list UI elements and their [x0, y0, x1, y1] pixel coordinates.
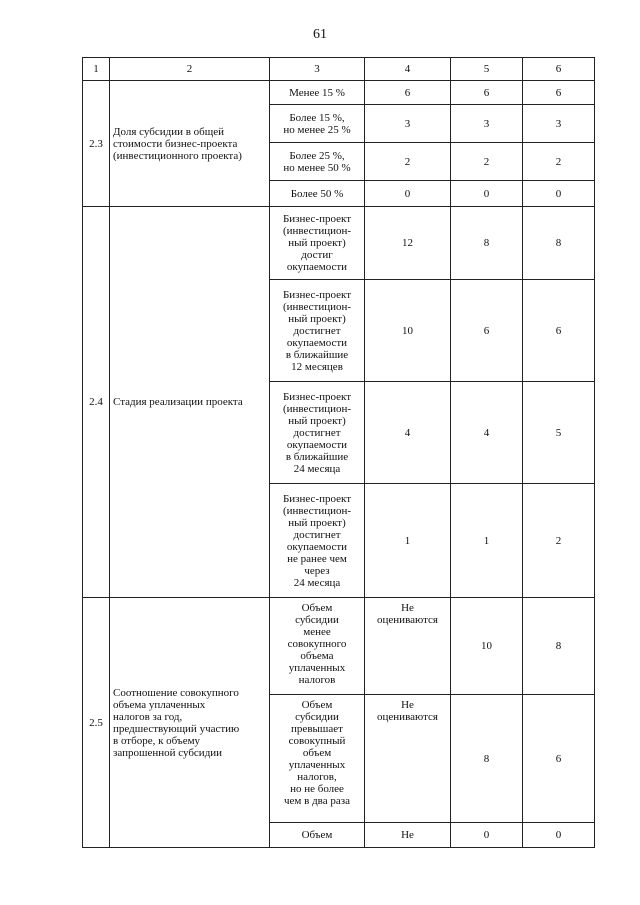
header-cell-1: 1 — [83, 58, 110, 81]
score-col5: 4 — [451, 382, 523, 484]
score-col4: 6 — [365, 81, 451, 105]
score-col6: 6 — [523, 280, 595, 382]
criterion-text: Доля субсидии в общей стоимости бизнес-проекта (инвестиционного проекта) — [110, 81, 270, 207]
row-number: 2.4 — [83, 207, 110, 598]
score-col4: Не оцениваются — [365, 695, 451, 823]
row-number: 2.3 — [83, 81, 110, 207]
criteria-table — [82, 57, 595, 848]
score-col5: 3 — [451, 105, 523, 143]
score-col4: 10 — [365, 280, 451, 382]
page-number: 61 — [313, 27, 327, 42]
score-col5: 8 — [451, 695, 523, 823]
score-col6: 8 — [523, 598, 595, 695]
score-col4: 2 — [365, 143, 451, 181]
option-text: Бизнес-проект (инвестицион- ный проект) достигнет окупаемости в ближайшие 24 месяца — [270, 382, 365, 484]
criterion-text: Соотношение совокупного объема уплаченных налогов за год, предшествующий участию в отборе, к объему запрошенной субсидии — [110, 598, 270, 848]
option-text: Более 25 %, но менее 50 % — [270, 143, 365, 181]
score-col6: 3 — [523, 105, 595, 143]
option-text: Бизнес-проект (инвестицион- ный проект) достигнет окупаемости в ближайшие 12 месяцев — [270, 280, 365, 382]
score-col5: 6 — [451, 81, 523, 105]
option-text: Объем субсидии превышает совокупный объем уплаченных налогов, но не более чем в два раза — [270, 695, 365, 823]
score-col4: Не — [365, 823, 451, 848]
header-cell-6: 6 — [523, 58, 595, 81]
score-col6: 0 — [523, 181, 595, 207]
score-col5: 1 — [451, 484, 523, 598]
score-col4: 12 — [365, 207, 451, 280]
header-cell-2: 2 — [110, 58, 270, 81]
score-col4: 1 — [365, 484, 451, 598]
table-row — [83, 81, 595, 105]
score-col4: 3 — [365, 105, 451, 143]
score-col6: 2 — [523, 143, 595, 181]
row-number: 2.5 — [83, 598, 110, 848]
score-col5: 0 — [451, 823, 523, 848]
option-text: Менее 15 % — [270, 81, 365, 105]
table-row — [83, 207, 595, 280]
header-cell-3: 3 — [270, 58, 365, 81]
score-col5: 0 — [451, 181, 523, 207]
option-text: Более 15 %, но менее 25 % — [270, 105, 365, 143]
option-text: Объем субсидии менее совокупного объема уплаченных налогов — [270, 598, 365, 695]
criterion-text: Стадия реализации проекта — [110, 207, 270, 598]
score-col4: 0 — [365, 181, 451, 207]
header-cell-4: 4 — [365, 58, 451, 81]
header-row — [83, 58, 595, 81]
score-col6: 0 — [523, 823, 595, 848]
score-col4: 4 — [365, 382, 451, 484]
header-cell-5: 5 — [451, 58, 523, 81]
score-col5: 10 — [451, 598, 523, 695]
score-col6: 8 — [523, 207, 595, 280]
score-col4: Не оцениваются — [365, 598, 451, 695]
option-text: Бизнес-проект (инвестицион- ный проект) достиг окупаемости — [270, 207, 365, 280]
score-col6: 6 — [523, 81, 595, 105]
table-row — [83, 598, 595, 695]
score-col6: 2 — [523, 484, 595, 598]
score-col6: 5 — [523, 382, 595, 484]
option-text: Объем — [270, 823, 365, 848]
score-col5: 2 — [451, 143, 523, 181]
option-text: Бизнес-проект (инвестицион- ный проект) достигнет окупаемости не ранее чем через 24 месяца — [270, 484, 365, 598]
option-text: Более 50 % — [270, 181, 365, 207]
score-col6: 6 — [523, 695, 595, 823]
score-col5: 8 — [451, 207, 523, 280]
score-col5: 6 — [451, 280, 523, 382]
